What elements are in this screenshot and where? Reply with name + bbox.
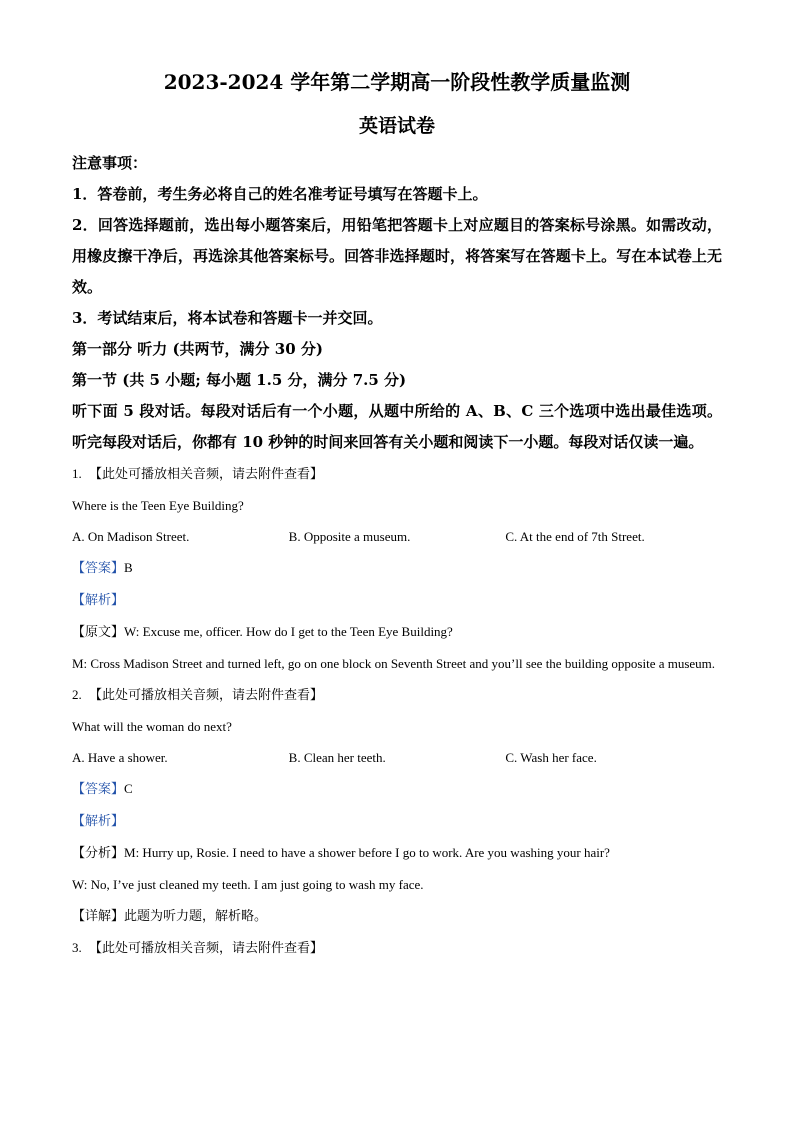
question-2-text: What will the woman do next? bbox=[72, 719, 232, 734]
detail-text: 此题为听力题，解析略。 bbox=[124, 909, 268, 924]
question-2-option-b: B. Clean her teeth. bbox=[288, 750, 386, 765]
question-3-audio-line bbox=[72, 932, 722, 964]
question-1-source-line-1 bbox=[72, 616, 722, 648]
exam-page bbox=[72, 66, 722, 964]
question-3-number: 3. bbox=[72, 940, 82, 955]
question-1-text: Where is the Teen Eye Building? bbox=[72, 498, 244, 513]
question-2-analysis bbox=[72, 805, 722, 837]
question-2-option-a: A. Have a shower. bbox=[72, 750, 168, 765]
question-2-fenxi-line-1 bbox=[72, 837, 722, 869]
page-title: 2023-2024 学年第二学期高一阶段性教学质量监测 bbox=[163, 70, 631, 94]
question-2-audio-line bbox=[72, 679, 722, 711]
notice-item-2: 2．回答选择题前，选出每小题答案后，用铅笔把答题卡上对应题目的答案标号涂黑。如需改动，用橡皮擦干净后，再选涂其他答案标号。回答非选择题时，将答案写在答题卡上。写在本试卷上无效。 bbox=[72, 216, 722, 296]
source-label: 【原文】 bbox=[72, 625, 125, 640]
section-heading: 第一节 (共 5 小题; 每小题 1.5 分，满分 7.5 分) bbox=[72, 371, 407, 389]
analysis-label: 【解析】 bbox=[72, 593, 125, 608]
fenxi-label: 【分析】 bbox=[72, 846, 125, 861]
question-2-options bbox=[72, 742, 722, 773]
question-1-audio-note[interactable]: 【此处可播放相关音频，请去附件查看】 bbox=[89, 467, 324, 482]
question-2-number: 2. bbox=[72, 687, 82, 702]
answer-label: 【答案】 bbox=[72, 561, 125, 576]
fenxi-text-1: M: Hurry up, Rosie. I need to have a shower before I go to work. Are you washing your hair? bbox=[124, 845, 610, 860]
question-1-audio-line bbox=[72, 458, 722, 490]
question-1-option-b: B. Opposite a museum. bbox=[288, 529, 411, 544]
source-text-1: W: Excuse me, officer. How do I get to the Teen Eye Building? bbox=[124, 624, 453, 639]
question-1-answer bbox=[72, 552, 722, 584]
question-1-source-line-2: M: Cross Madison Street and turned left, go on one block on Seventh Street and you’ll see the building opposite a museum. bbox=[72, 656, 716, 671]
listening-instructions: 听下面 5 段对话。每段对话后有一个小题，从题中所给的 A、B、C 三个选项中选出最佳选项。听完每段对话后，你都有 10 秒钟的时间来回答有关小题和阅读下一小题。每段对话仅读一遍。 bbox=[72, 402, 722, 451]
question-2-fenxi-line-2: W: No, I’ve just cleaned my teeth. I am just going to wash my face. bbox=[72, 877, 424, 892]
notice-item-3: 3．考试结束后，将本试卷和答题卡一并交回。 bbox=[72, 309, 383, 327]
notice-item-1: 1．答卷前，考生务必将自己的姓名准考证号填写在答题卡上。 bbox=[72, 185, 488, 203]
question-2-option-c: C. Wash her face. bbox=[505, 750, 597, 765]
notice-heading: 注意事项： bbox=[72, 154, 148, 172]
question-1-number: 1. bbox=[72, 466, 82, 481]
question-1-analysis bbox=[72, 584, 722, 616]
question-1-option-a: A. On Madison Street. bbox=[72, 529, 190, 544]
question-2-detail bbox=[72, 900, 722, 932]
detail-label: 【详解】 bbox=[72, 909, 125, 924]
page-subtitle: 英语试卷 bbox=[358, 115, 435, 137]
answer-value: C bbox=[124, 781, 133, 796]
question-3-audio-note[interactable]: 【此处可播放相关音频，请去附件查看】 bbox=[89, 941, 324, 956]
answer-label: 【答案】 bbox=[72, 782, 125, 797]
question-1-options bbox=[72, 521, 722, 552]
question-1-option-c: C. At the end of 7th Street. bbox=[505, 529, 645, 544]
question-2-audio-note[interactable]: 【此处可播放相关音频，请去附件查看】 bbox=[89, 688, 324, 703]
part-heading: 第一部分 听力 (共两节，满分 30 分) bbox=[72, 340, 323, 358]
analysis-label: 【解析】 bbox=[72, 814, 125, 829]
question-2-answer bbox=[72, 773, 722, 805]
answer-value: B bbox=[124, 560, 133, 575]
